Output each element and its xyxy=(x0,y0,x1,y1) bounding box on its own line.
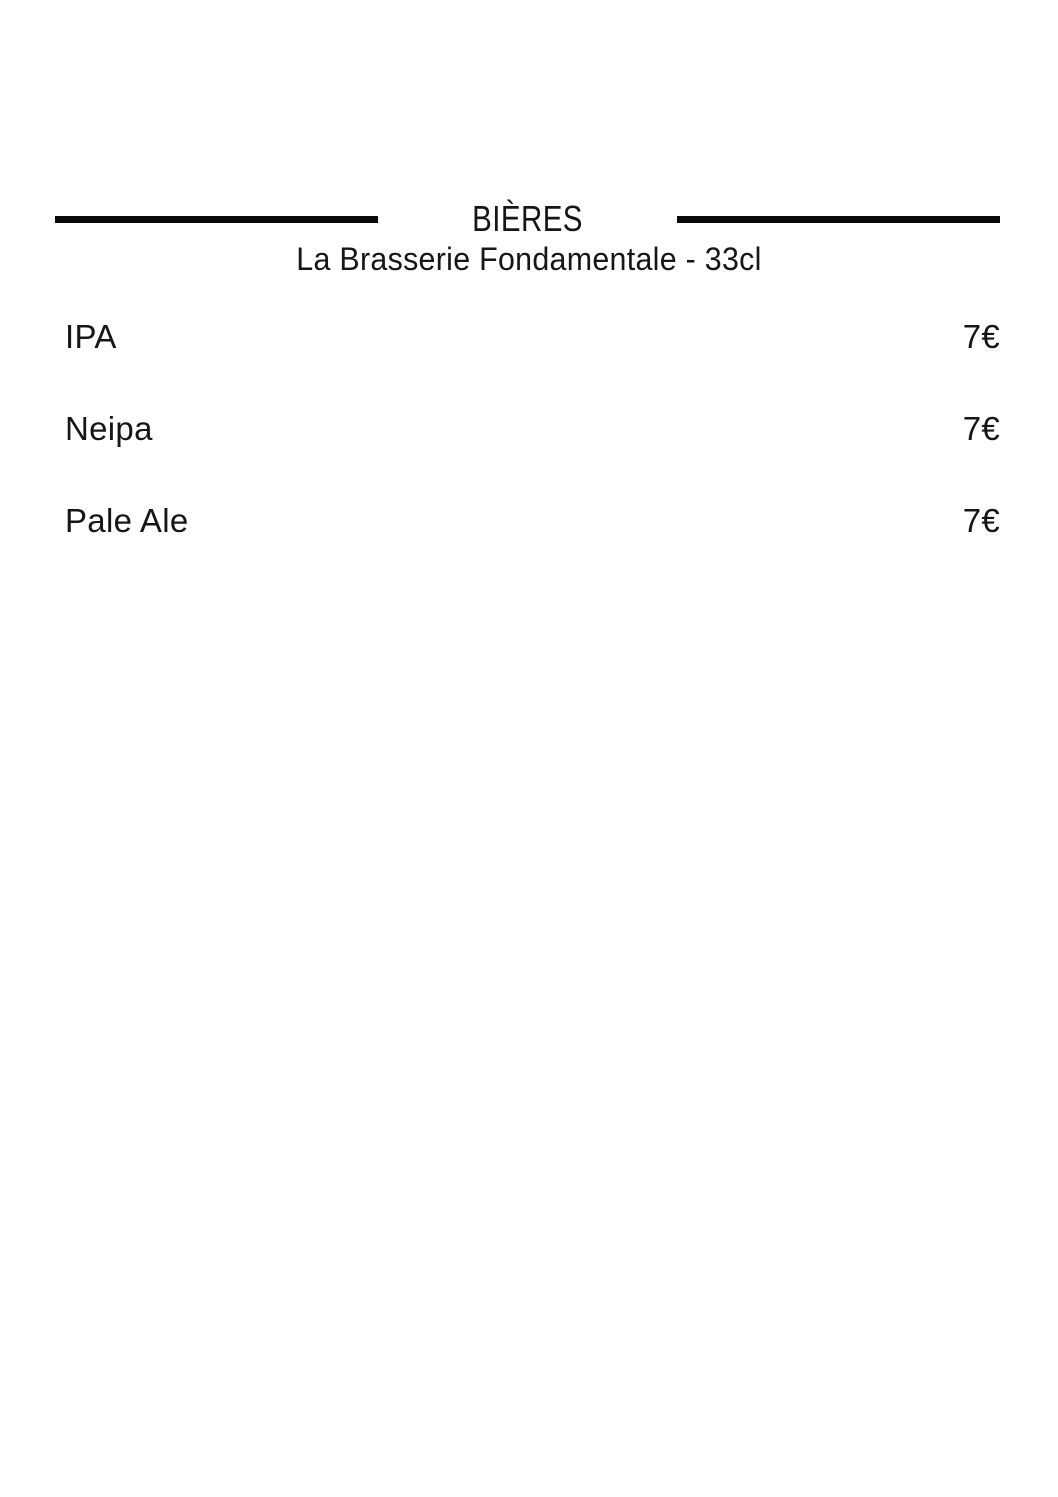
menu-item-price: 7€ xyxy=(962,318,1000,355)
menu-list xyxy=(65,320,1000,537)
menu-item-name: Neipa xyxy=(65,410,153,447)
section-title: BIÈRES xyxy=(472,198,583,239)
menu-item-name: IPA xyxy=(65,318,117,355)
menu-item-price: 7€ xyxy=(962,410,1000,447)
section-header xyxy=(55,198,1000,239)
menu-item-price: 7€ xyxy=(962,502,1000,539)
menu-item-row xyxy=(65,504,1000,537)
header-rule-right xyxy=(677,216,1000,223)
header-rule-left xyxy=(55,216,378,223)
menu-item-row xyxy=(65,320,1000,353)
menu-item-name: Pale Ale xyxy=(65,502,189,539)
menu-item-row xyxy=(65,412,1000,445)
section-subtitle: La Brasserie Fondamentale - 33cl xyxy=(296,241,762,277)
